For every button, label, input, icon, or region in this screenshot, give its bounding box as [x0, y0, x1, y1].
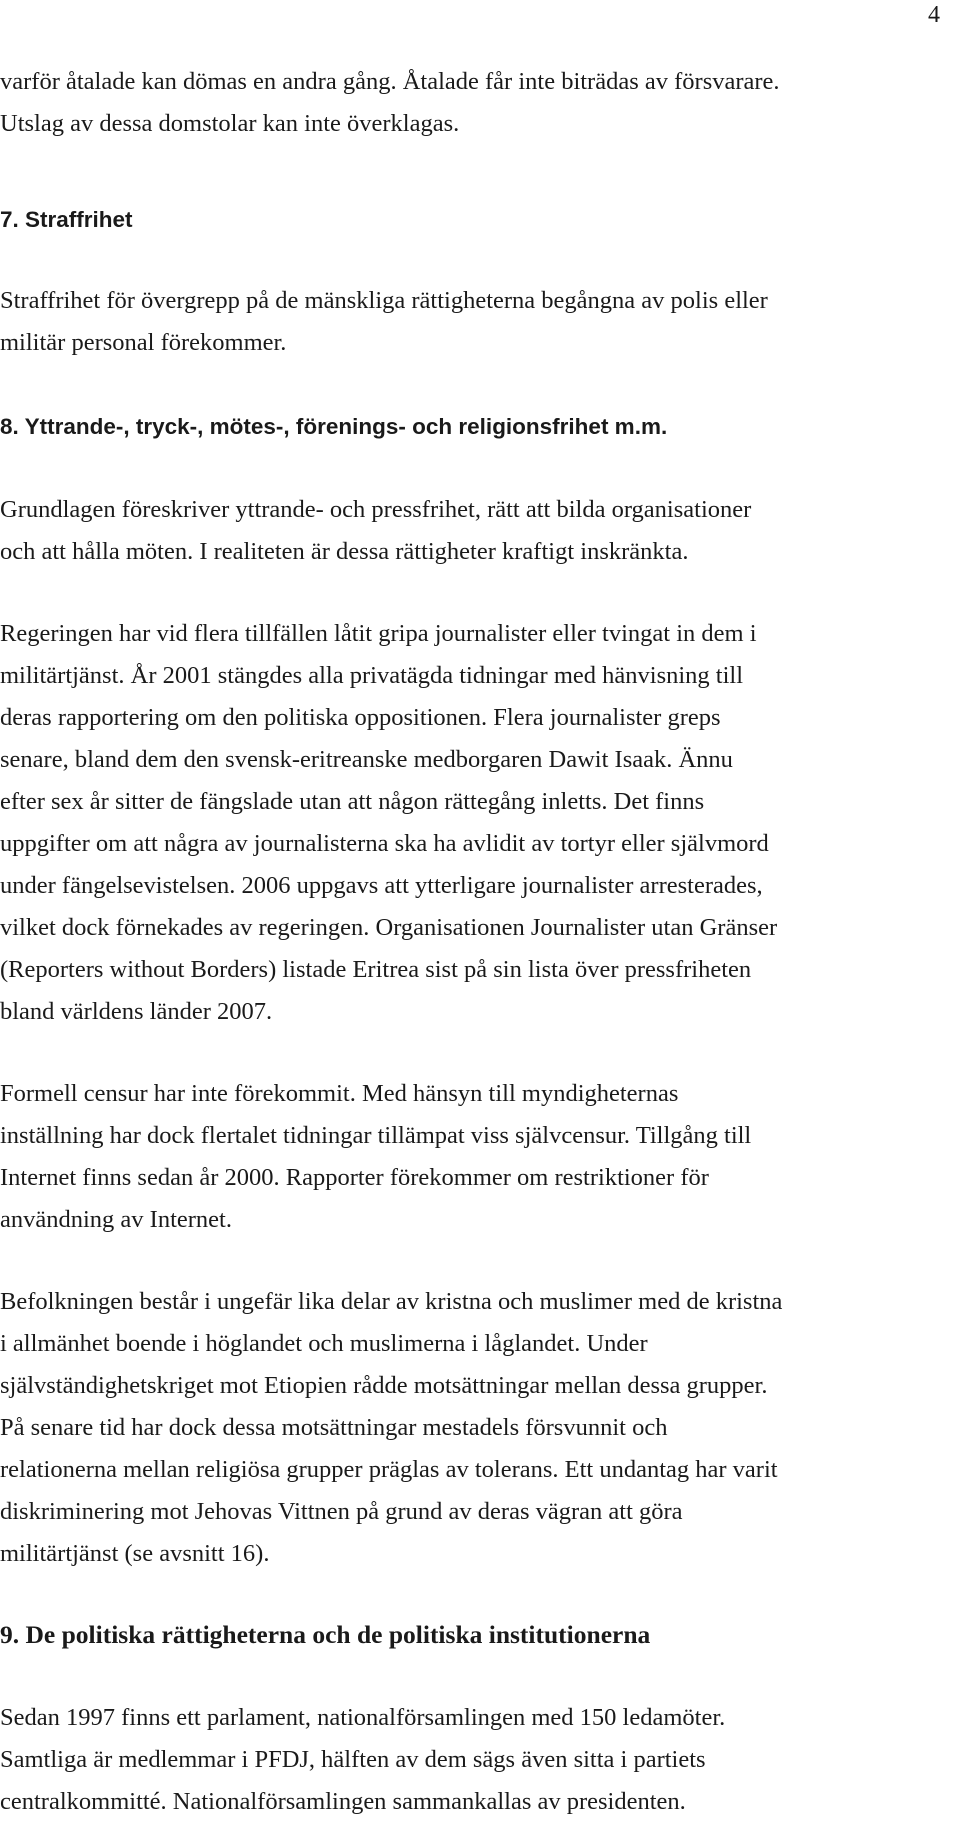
paragraph: [0, 1697, 960, 1823]
section-9-heading-block: [0, 1614, 960, 1656]
paragraph-line: Samtliga är medlemmar i PFDJ, hälften av dem sägs även sitta i partiets: [0, 1746, 706, 1773]
paragraph-line: På senare tid har dock dessa motsättningar mestadels försvunnit och: [0, 1414, 668, 1441]
paragraph-line: militärtjänst (se avsnitt 16).: [0, 1540, 270, 1567]
paragraph-continuation: [0, 61, 960, 145]
paragraph: [0, 1281, 960, 1575]
paragraph-line: bland världens länder 2007.: [0, 998, 273, 1025]
paragraph-line: centralkommitté. Nationalförsamlingen sammankallas av presidenten.: [0, 1788, 686, 1815]
section-8-heading-block: [0, 406, 960, 448]
paragraph-line: relationerna mellan religiösa grupper präglas av tolerans. Ett undantag har varit: [0, 1456, 778, 1483]
paragraph-line: Grundlagen föreskriver yttrande- och pressfrihet, rätt att bilda organisationer: [0, 496, 752, 523]
paragraph-line: Sedan 1997 finns ett parlament, nationalförsamlingen med 150 ledamöter.: [0, 1704, 726, 1731]
section-heading: 9. De politiska rättigheterna och de politiska institutionerna: [0, 1620, 651, 1649]
paragraph-line: Regeringen har vid flera tillfällen låtit gripa journalister eller tvingat in dem i: [0, 620, 757, 647]
paragraph-line: självständighetskriget mot Etiopien rådde motsättningar mellan dessa grupper.: [0, 1372, 768, 1399]
paragraph: [0, 280, 960, 364]
paragraph-censur: [0, 1073, 960, 1241]
paragraph-line: Internet finns sedan år 2000. Rapporter förekommer om restriktioner för: [0, 1164, 709, 1191]
section-7-heading-block: [0, 199, 960, 241]
paragraph-line: militär personal förekommer.: [0, 329, 287, 356]
paragraph-line: deras rapportering om den politiska oppositionen. Flera journalister greps: [0, 704, 721, 731]
paragraph: [0, 489, 960, 573]
paragraph-line: vilket dock förnekades av regeringen. Organisationen Journalister utan Gränser: [0, 914, 778, 941]
paragraph-line: militärtjänst. År 2001 stängdes alla privatägda tidningar med hänvisning till: [0, 662, 744, 689]
paragraph: [0, 1073, 960, 1241]
paragraph-line: under fängelsevistelsen. 2006 uppgavs att ytterligare journalister arresterades,: [0, 872, 763, 899]
paragraph-line: varför åtalade kan dömas en andra gång. Åtalade får inte biträdas av försvarare.: [0, 68, 780, 95]
paragraph-line: Straffrihet för övergrepp på de mänskliga rättigheterna begångna av polis eller: [0, 287, 768, 314]
page-number: 4: [928, 2, 940, 28]
paragraph-line: Utslag av dessa domstolar kan inte överklagas.: [0, 110, 460, 137]
paragraph-straffrihet: [0, 280, 960, 364]
paragraph: [0, 613, 960, 1033]
paragraph-line: senare, bland dem den svensk-eritreanske medborgaren Dawit Isaak. Ännu: [0, 746, 733, 773]
paragraph-line: användning av Internet.: [0, 1206, 232, 1233]
paragraph-line: efter sex år sitter de fängslade utan att någon rättegång inletts. Det finns: [0, 788, 705, 815]
paragraph-line: uppgifter om att några av journalisterna ska ha avlidit av tortyr eller självmord: [0, 830, 769, 857]
paragraph-line: och att hålla möten. I realiteten är dessa rättigheter kraftigt inskränkta.: [0, 538, 689, 565]
paragraph-regeringen: [0, 613, 960, 1033]
paragraph: [0, 61, 960, 145]
paragraph-grundlagen: [0, 489, 960, 573]
paragraph-befolkningen: [0, 1281, 960, 1575]
paragraph-line: (Reporters without Borders) listade Eritrea sist på sin lista över pressfriheten: [0, 956, 752, 983]
paragraph-parlament: [0, 1697, 960, 1823]
section-heading: 8. Yttrande-, tryck-, mötes-, förenings- och religionsfrihet m.m.: [0, 414, 668, 439]
paragraph-line: Formell censur har inte förekommit. Med hänsyn till myndigheternas: [0, 1080, 679, 1107]
paragraph-line: Befolkningen består i ungefär lika delar av kristna och muslimer med de kristna: [0, 1288, 783, 1315]
paragraph-line: inställning har dock flertalet tidningar tillämpat viss självcensur. Tillgång till: [0, 1122, 752, 1149]
section-heading: 7. Straffrihet: [0, 207, 133, 232]
paragraph-line: i allmänhet boende i höglandet och muslimerna i låglandet. Under: [0, 1330, 648, 1357]
paragraph-line: diskriminering mot Jehovas Vittnen på grund av deras vägran att göra: [0, 1498, 683, 1525]
